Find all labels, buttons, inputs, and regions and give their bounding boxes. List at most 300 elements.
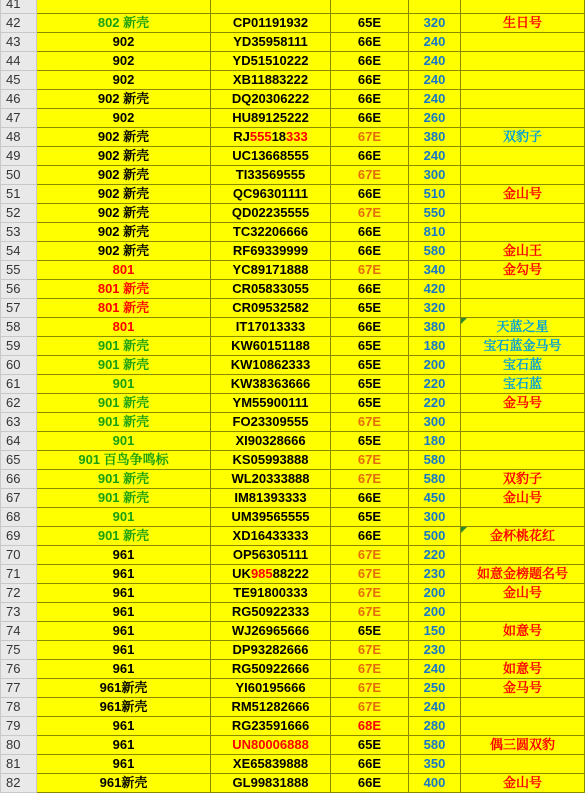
- cell-model[interactable]: 901 新壳: [37, 356, 211, 375]
- cell-model[interactable]: 901: [37, 432, 211, 451]
- serial-segment: WL20333888: [231, 471, 310, 486]
- cell-price[interactable]: 580: [409, 242, 461, 261]
- cell-note[interactable]: [461, 413, 585, 432]
- row-header[interactable]: 41: [1, 0, 37, 14]
- cell-model[interactable]: 801: [37, 261, 211, 280]
- table-row: [1, 318, 585, 337]
- cell-grade[interactable]: 65E: [331, 14, 409, 33]
- cell-grade[interactable]: 66E: [331, 52, 409, 71]
- row-header[interactable]: 43: [1, 33, 37, 52]
- cell-serial[interactable]: [211, 90, 331, 109]
- cell-serial[interactable]: [211, 698, 331, 717]
- serial-segment: WJ26965666: [231, 623, 310, 638]
- cell-price[interactable]: 260: [409, 109, 461, 128]
- cell-model[interactable]: 802 新壳: [37, 14, 211, 33]
- cell-model[interactable]: 901: [37, 375, 211, 394]
- cell-model[interactable]: 902 新壳: [37, 242, 211, 261]
- cell-serial[interactable]: [211, 14, 331, 33]
- cell-note[interactable]: 偶三圆双豹: [461, 736, 585, 755]
- serial-segment: KW60151188: [231, 338, 310, 353]
- row-header[interactable]: 78: [1, 698, 37, 717]
- row-header[interactable]: 46: [1, 90, 37, 109]
- cell-grade[interactable]: 66E: [331, 527, 409, 546]
- cell-model[interactable]: 961: [37, 641, 211, 660]
- cell-grade[interactable]: 67E: [331, 584, 409, 603]
- cell-model[interactable]: 901 新壳: [37, 337, 211, 356]
- row-header[interactable]: 77: [1, 679, 37, 698]
- cell-grade[interactable]: 67E: [331, 603, 409, 622]
- cell-note[interactable]: 天蓝之星: [461, 318, 585, 337]
- cell-price[interactable]: 300: [409, 413, 461, 432]
- table-row: [1, 0, 585, 14]
- serial-segment: CR09532582: [232, 300, 309, 315]
- row-header[interactable]: 79: [1, 717, 37, 736]
- cell-model[interactable]: 901 百鸟争鸣标: [37, 451, 211, 470]
- cell-model[interactable]: 902: [37, 33, 211, 52]
- cell-model[interactable]: 961: [37, 622, 211, 641]
- row-header[interactable]: 61: [1, 375, 37, 394]
- cell-grade[interactable]: 67E: [331, 565, 409, 584]
- cell-model[interactable]: 801 新壳: [37, 299, 211, 318]
- serial-segment: TC32206666: [232, 224, 309, 239]
- cell-serial[interactable]: [211, 641, 331, 660]
- row-header[interactable]: 57: [1, 299, 37, 318]
- table-row: [1, 736, 585, 755]
- cell-serial[interactable]: [211, 603, 331, 622]
- row-header[interactable]: 73: [1, 603, 37, 622]
- cell-grade[interactable]: 65E: [331, 432, 409, 451]
- cell-note[interactable]: 金勾号: [461, 261, 585, 280]
- cell-serial[interactable]: [211, 0, 331, 14]
- cell-note[interactable]: [461, 71, 585, 90]
- cell-price[interactable]: 510: [409, 185, 461, 204]
- table-row: [1, 755, 585, 774]
- serial-segment: XI90328666: [235, 433, 306, 448]
- serial-segment: RG23591666: [231, 718, 310, 733]
- cell-grade[interactable]: 65E: [331, 394, 409, 413]
- cell-model[interactable]: 801: [37, 318, 211, 337]
- row-header[interactable]: 44: [1, 52, 37, 71]
- cell-serial[interactable]: [211, 337, 331, 356]
- cell-grade[interactable]: 67E: [331, 546, 409, 565]
- cell-model[interactable]: 902: [37, 109, 211, 128]
- serial-segment: 555: [249, 129, 272, 144]
- cell-grade[interactable]: 68E: [331, 717, 409, 736]
- cell-serial[interactable]: [211, 166, 331, 185]
- cell-serial[interactable]: [211, 679, 331, 698]
- cell-serial[interactable]: [211, 755, 331, 774]
- cell-grade[interactable]: [331, 0, 409, 14]
- cell-price[interactable]: 380: [409, 128, 461, 147]
- cell-price[interactable]: 240: [409, 33, 461, 52]
- cell-model[interactable]: 902 新壳: [37, 128, 211, 147]
- cell-model[interactable]: 901 新壳: [37, 527, 211, 546]
- cell-model[interactable]: 961: [37, 546, 211, 565]
- cell-grade[interactable]: 67E: [331, 698, 409, 717]
- cell-model[interactable]: 961新壳: [37, 698, 211, 717]
- cell-grade[interactable]: 66E: [331, 755, 409, 774]
- cell-price[interactable]: 550: [409, 204, 461, 223]
- table-row: [1, 546, 585, 565]
- cell-price[interactable]: 240: [409, 52, 461, 71]
- cell-note[interactable]: [461, 0, 585, 14]
- cell-serial[interactable]: [211, 375, 331, 394]
- cell-serial[interactable]: [211, 299, 331, 318]
- serial-segment: CR05833055: [232, 281, 309, 296]
- cell-price[interactable]: 340: [409, 261, 461, 280]
- cell-model[interactable]: 961: [37, 717, 211, 736]
- row-header[interactable]: 45: [1, 71, 37, 90]
- cell-serial[interactable]: [211, 546, 331, 565]
- cell-serial[interactable]: [211, 223, 331, 242]
- cell-note[interactable]: 金杯桃花红: [461, 527, 585, 546]
- row-header[interactable]: 80: [1, 736, 37, 755]
- table-row: [1, 299, 585, 318]
- table-row: [1, 451, 585, 470]
- row-header[interactable]: 75: [1, 641, 37, 660]
- cell-note[interactable]: [461, 508, 585, 527]
- row-header[interactable]: 49: [1, 147, 37, 166]
- cell-serial[interactable]: [211, 394, 331, 413]
- cell-serial[interactable]: [211, 622, 331, 641]
- row-header[interactable]: 69: [1, 527, 37, 546]
- cell-price[interactable]: 230: [409, 565, 461, 584]
- row-header[interactable]: 65: [1, 451, 37, 470]
- cell-grade[interactable]: 65E: [331, 622, 409, 641]
- cell-grade[interactable]: 67E: [331, 641, 409, 660]
- cell-price[interactable]: 250: [409, 679, 461, 698]
- cell-price[interactable]: 220: [409, 394, 461, 413]
- cell-grade[interactable]: 67E: [331, 413, 409, 432]
- cell-price[interactable]: 180: [409, 432, 461, 451]
- cell-price[interactable]: 220: [409, 546, 461, 565]
- table-row: [1, 394, 585, 413]
- cell-grade[interactable]: 66E: [331, 147, 409, 166]
- cell-serial[interactable]: [211, 147, 331, 166]
- cell-price[interactable]: 240: [409, 698, 461, 717]
- cell-model[interactable]: [37, 0, 211, 14]
- cell-model[interactable]: 902: [37, 52, 211, 71]
- cell-note[interactable]: [461, 109, 585, 128]
- cell-price[interactable]: 380: [409, 318, 461, 337]
- serial-segment: RF69339999: [232, 243, 309, 258]
- cell-price[interactable]: 300: [409, 508, 461, 527]
- cell-note[interactable]: 金马号: [461, 679, 585, 698]
- table-row: [1, 660, 585, 679]
- cell-note[interactable]: [461, 33, 585, 52]
- cell-model[interactable]: 961: [37, 736, 211, 755]
- serial-segment: OP56305111: [232, 547, 309, 562]
- cell-note[interactable]: [461, 698, 585, 717]
- serial-segment: DP93282666: [232, 642, 309, 657]
- cell-note[interactable]: 生日号: [461, 14, 585, 33]
- cell-note[interactable]: 如意号: [461, 622, 585, 641]
- cell-note[interactable]: [461, 204, 585, 223]
- cell-serial[interactable]: [211, 527, 331, 546]
- cell-note[interactable]: [461, 280, 585, 299]
- cell-grade[interactable]: 65E: [331, 508, 409, 527]
- cell-serial[interactable]: [211, 736, 331, 755]
- cell-price[interactable]: 580: [409, 736, 461, 755]
- serial-segment: CP01191932: [232, 15, 309, 30]
- table-row: [1, 71, 585, 90]
- cell-serial[interactable]: [211, 451, 331, 470]
- cell-note[interactable]: [461, 432, 585, 451]
- table-row: [1, 204, 585, 223]
- cell-note[interactable]: [461, 90, 585, 109]
- table-row: [1, 413, 585, 432]
- cell-note[interactable]: 如意金榜题名号: [461, 565, 585, 584]
- row-header[interactable]: 63: [1, 413, 37, 432]
- row-header[interactable]: 81: [1, 755, 37, 774]
- table-row: [1, 565, 585, 584]
- cell-model[interactable]: 902 新壳: [37, 90, 211, 109]
- cell-price[interactable]: 150: [409, 622, 461, 641]
- cell-price[interactable]: 320: [409, 14, 461, 33]
- cell-price[interactable]: 200: [409, 584, 461, 603]
- cell-serial[interactable]: [211, 280, 331, 299]
- cell-grade[interactable]: 66E: [331, 185, 409, 204]
- cell-model[interactable]: 961: [37, 565, 211, 584]
- cell-model[interactable]: 961新壳: [37, 679, 211, 698]
- cell-model[interactable]: 901 新壳: [37, 489, 211, 508]
- serial-segment: UK: [232, 566, 251, 581]
- serial-segment: TE91800333: [233, 585, 308, 600]
- row-header[interactable]: 76: [1, 660, 37, 679]
- cell-serial[interactable]: [211, 717, 331, 736]
- row-header[interactable]: 71: [1, 565, 37, 584]
- cell-note[interactable]: [461, 166, 585, 185]
- cell-note[interactable]: 双豹子: [461, 470, 585, 489]
- row-header[interactable]: 47: [1, 109, 37, 128]
- cell-grade[interactable]: 66E: [331, 90, 409, 109]
- table-row: [1, 90, 585, 109]
- cell-price[interactable]: 240: [409, 147, 461, 166]
- row-header[interactable]: 60: [1, 356, 37, 375]
- cell-grade[interactable]: 67E: [331, 451, 409, 470]
- row-header[interactable]: 48: [1, 128, 37, 147]
- cell-model[interactable]: 902 新壳: [37, 185, 211, 204]
- cell-price[interactable]: 180: [409, 337, 461, 356]
- cell-grade[interactable]: 66E: [331, 280, 409, 299]
- cell-note[interactable]: 金山号: [461, 584, 585, 603]
- cell-model[interactable]: 901: [37, 508, 211, 527]
- cell-grade[interactable]: 67E: [331, 128, 409, 147]
- cell-model[interactable]: 961: [37, 603, 211, 622]
- cell-serial[interactable]: [211, 470, 331, 489]
- cell-price[interactable]: 350: [409, 755, 461, 774]
- cell-note[interactable]: [461, 603, 585, 622]
- cell-grade[interactable]: 66E: [331, 71, 409, 90]
- cell-grade[interactable]: 67E: [331, 470, 409, 489]
- table-row: [1, 489, 585, 508]
- cell-price[interactable]: 220: [409, 375, 461, 394]
- cell-note[interactable]: 如意号: [461, 660, 585, 679]
- row-header[interactable]: 74: [1, 622, 37, 641]
- cell-serial[interactable]: [211, 356, 331, 375]
- cell-price[interactable]: 420: [409, 280, 461, 299]
- cell-grade[interactable]: 65E: [331, 356, 409, 375]
- row-header[interactable]: 64: [1, 432, 37, 451]
- cell-price[interactable]: 240: [409, 71, 461, 90]
- cell-grade[interactable]: 67E: [331, 660, 409, 679]
- serial-segment: XB11883222: [232, 72, 309, 87]
- cell-note[interactable]: 金山王: [461, 242, 585, 261]
- table-row: [1, 470, 585, 489]
- cell-serial[interactable]: [211, 128, 331, 147]
- serial-segment: YM55900111: [232, 395, 309, 410]
- cell-price[interactable]: 240: [409, 660, 461, 679]
- row-header[interactable]: 67: [1, 489, 37, 508]
- row-header[interactable]: 52: [1, 204, 37, 223]
- row-header[interactable]: 53: [1, 223, 37, 242]
- row-header[interactable]: 42: [1, 14, 37, 33]
- row-header[interactable]: 82: [1, 774, 37, 793]
- cell-grade[interactable]: 66E: [331, 109, 409, 128]
- cell-grade[interactable]: 66E: [331, 242, 409, 261]
- cell-note[interactable]: 双豹子: [461, 128, 585, 147]
- cell-serial[interactable]: [211, 204, 331, 223]
- cell-grade[interactable]: 66E: [331, 223, 409, 242]
- cell-note[interactable]: 金山号: [461, 489, 585, 508]
- cell-grade[interactable]: 67E: [331, 166, 409, 185]
- cell-model[interactable]: 901 新壳: [37, 394, 211, 413]
- cell-model[interactable]: 961: [37, 755, 211, 774]
- cell-serial[interactable]: [211, 565, 331, 584]
- cell-grade[interactable]: 66E: [331, 489, 409, 508]
- cell-price[interactable]: 320: [409, 299, 461, 318]
- cell-model[interactable]: 902 新壳: [37, 204, 211, 223]
- cell-price[interactable]: 400: [409, 774, 461, 793]
- cell-model[interactable]: 801 新壳: [37, 280, 211, 299]
- cell-model[interactable]: 961: [37, 660, 211, 679]
- cell-note[interactable]: [461, 299, 585, 318]
- serial-segment: HU89125222: [232, 110, 309, 125]
- table-row: [1, 185, 585, 204]
- cell-note[interactable]: [461, 546, 585, 565]
- cell-note[interactable]: [461, 223, 585, 242]
- cell-note[interactable]: [461, 52, 585, 71]
- cell-grade[interactable]: 67E: [331, 679, 409, 698]
- table-row: [1, 603, 585, 622]
- row-header[interactable]: 72: [1, 584, 37, 603]
- cell-grade[interactable]: 67E: [331, 204, 409, 223]
- table-row: [1, 375, 585, 394]
- cell-note[interactable]: 宝石蓝: [461, 356, 585, 375]
- serial-segment: 985: [250, 566, 273, 581]
- cell-serial[interactable]: [211, 413, 331, 432]
- row-header[interactable]: 59: [1, 337, 37, 356]
- cell-grade[interactable]: 66E: [331, 318, 409, 337]
- cell-price[interactable]: 230: [409, 641, 461, 660]
- cell-grade[interactable]: 65E: [331, 375, 409, 394]
- cell-note[interactable]: 金山号: [461, 774, 585, 793]
- row-header[interactable]: 56: [1, 280, 37, 299]
- cell-grade[interactable]: 65E: [331, 337, 409, 356]
- cell-model[interactable]: 961新壳: [37, 774, 211, 793]
- cell-price[interactable]: 810: [409, 223, 461, 242]
- row-header[interactable]: 70: [1, 546, 37, 565]
- cell-model[interactable]: 961: [37, 584, 211, 603]
- cell-note[interactable]: [461, 451, 585, 470]
- row-header[interactable]: 62: [1, 394, 37, 413]
- cell-note[interactable]: [461, 641, 585, 660]
- cell-grade[interactable]: 66E: [331, 33, 409, 52]
- cell-serial[interactable]: [211, 242, 331, 261]
- cell-serial[interactable]: [211, 261, 331, 280]
- cell-model[interactable]: 901 新壳: [37, 470, 211, 489]
- cell-price[interactable]: 280: [409, 717, 461, 736]
- cell-grade[interactable]: 65E: [331, 299, 409, 318]
- cell-price[interactable]: 300: [409, 166, 461, 185]
- serial-segment: UN80006888: [232, 737, 309, 752]
- cell-price[interactable]: 580: [409, 470, 461, 489]
- cell-serial[interactable]: [211, 660, 331, 679]
- serial-segment: RG50922333: [231, 604, 310, 619]
- cell-grade[interactable]: 66E: [331, 774, 409, 793]
- cell-serial[interactable]: [211, 584, 331, 603]
- cell-grade[interactable]: 65E: [331, 736, 409, 755]
- cell-price[interactable]: [409, 0, 461, 14]
- cell-grade[interactable]: 67E: [331, 261, 409, 280]
- cell-price[interactable]: 500: [409, 527, 461, 546]
- sheet-body: [1, 0, 585, 793]
- row-header[interactable]: 55: [1, 261, 37, 280]
- row-header[interactable]: 58: [1, 318, 37, 337]
- cell-price[interactable]: 200: [409, 356, 461, 375]
- row-header[interactable]: 50: [1, 166, 37, 185]
- cell-note[interactable]: 金马号: [461, 394, 585, 413]
- row-header[interactable]: 54: [1, 242, 37, 261]
- cell-serial[interactable]: [211, 52, 331, 71]
- serial-segment: YC89171888: [232, 262, 309, 277]
- row-header[interactable]: 51: [1, 185, 37, 204]
- cell-model[interactable]: 902 新壳: [37, 147, 211, 166]
- cell-serial[interactable]: [211, 318, 331, 337]
- cell-price[interactable]: 240: [409, 90, 461, 109]
- cell-note[interactable]: [461, 147, 585, 166]
- cell-note[interactable]: [461, 755, 585, 774]
- cell-note[interactable]: 宝石蓝: [461, 375, 585, 394]
- table-row: [1, 717, 585, 736]
- cell-serial[interactable]: [211, 489, 331, 508]
- row-header[interactable]: 66: [1, 470, 37, 489]
- cell-model[interactable]: 902 新壳: [37, 166, 211, 185]
- cell-serial[interactable]: [211, 432, 331, 451]
- cell-note[interactable]: 金山号: [461, 185, 585, 204]
- cell-serial[interactable]: [211, 508, 331, 527]
- cell-model[interactable]: 902: [37, 71, 211, 90]
- serial-segment: YI60195666: [235, 680, 306, 695]
- cell-price[interactable]: 580: [409, 451, 461, 470]
- cell-serial[interactable]: [211, 774, 331, 793]
- cell-serial[interactable]: [211, 71, 331, 90]
- cell-note[interactable]: [461, 717, 585, 736]
- row-header[interactable]: 68: [1, 508, 37, 527]
- cell-price[interactable]: 450: [409, 489, 461, 508]
- cell-model[interactable]: 901 新壳: [37, 413, 211, 432]
- table-row: [1, 527, 585, 546]
- cell-note[interactable]: 宝石蓝金马号: [461, 337, 585, 356]
- cell-model[interactable]: 902 新壳: [37, 223, 211, 242]
- cell-price[interactable]: 200: [409, 603, 461, 622]
- cell-serial[interactable]: [211, 185, 331, 204]
- table-row: [1, 52, 585, 71]
- cell-serial[interactable]: [211, 33, 331, 52]
- cell-serial[interactable]: [211, 109, 331, 128]
- serial-segment: YD35958111: [233, 34, 308, 49]
- serial-segment: QC96301111: [232, 186, 309, 201]
